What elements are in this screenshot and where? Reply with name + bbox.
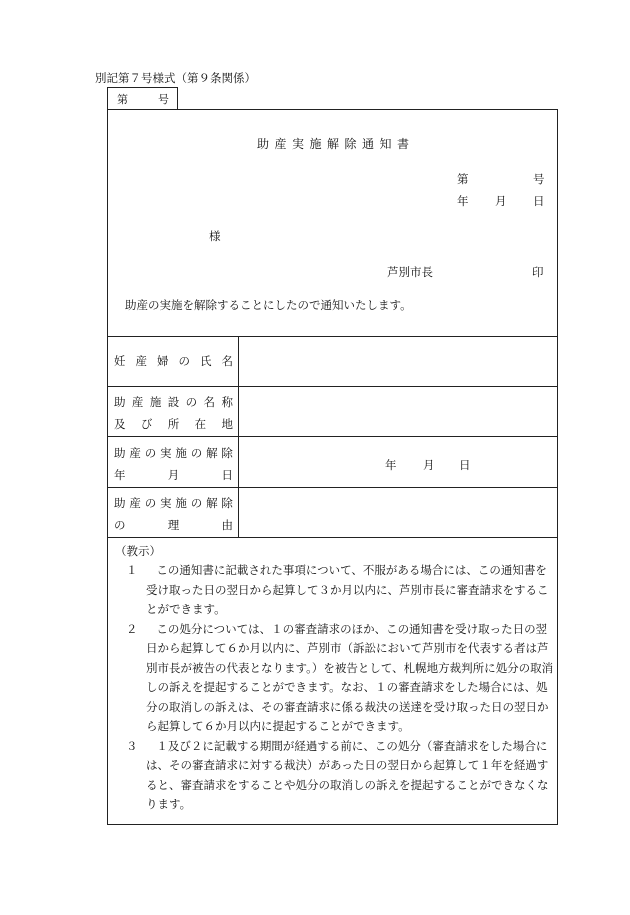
label-char: 設 [167,395,180,409]
label-char: の [190,446,203,460]
label-char: の [190,496,203,510]
label-char: 施 [149,395,162,409]
label-char: 由 [221,518,233,532]
label-char: の [185,395,198,409]
row-label-facility-line1 [114,394,233,410]
label-char: 実 [160,446,172,460]
label-char: 産 [129,446,141,460]
table-top-line [108,336,557,337]
cancel-date-tsuki: 月 [423,458,435,472]
label-char: 地 [221,417,233,431]
label-char: 妊 [114,354,126,368]
label-char: 助 [114,395,126,409]
label-char: 所 [167,417,180,431]
table-bottom-line [108,537,557,538]
instruction-text: この通知書に記載された事項について、不服がある場合には、この通知書を受け取った日の翌日から起算して３か月以内に、芦別市長に審査請求をすることができます。 [146,563,549,616]
number-box [107,87,178,109]
date-nen: 年 [457,194,469,208]
label-char: 助 [114,496,126,510]
label-char: 氏 [200,354,212,368]
label-char: び [140,417,153,431]
label-char: 産 [129,496,141,510]
label-char: 名 [203,395,216,409]
row-label-cancel-date-line1 [114,445,233,461]
number-box-go: 号 [158,93,169,106]
cancel-date-nen: 年 [385,458,397,472]
instruction-item [126,737,554,815]
label-char: の [144,446,157,460]
notice-title: 助産実施解除通知書 [257,137,415,151]
row-label-facility-line2 [114,416,233,432]
label-char: 解 [206,446,218,460]
cancel-date-hi: 日 [459,458,471,472]
label-char: 年 [114,468,126,482]
row-label-reason-line2 [114,517,233,533]
instructions-heading: （教示） [115,544,161,558]
instruction-item [126,561,554,620]
label-char: の [114,518,126,532]
label-char: 及 [114,417,126,431]
label-char: 産 [131,395,144,409]
label-char: 称 [221,395,233,409]
table-row-divider [108,386,557,387]
instruction-number: ２ [126,621,138,636]
date-tsuki: 月 [495,194,507,208]
row-label-reason-line1 [114,495,233,511]
label-char: の [144,496,157,510]
label-char: 月 [167,468,180,482]
label-char: 在 [194,417,207,431]
notice-body: 助産の実施を解除することにしたので通知いたします。 [125,298,412,312]
table-column-divider [238,337,239,537]
doc-number-go: 号 [533,172,545,186]
table-row-divider [108,487,557,488]
number-box-dai: 第 [117,93,128,106]
label-char: の [178,354,190,368]
row-label-cancel-date-line2 [114,467,233,483]
issuer: 芦別市長 [387,265,433,279]
date-hi: 日 [533,194,545,208]
label-char: 婦 [157,354,169,368]
label-char: 産 [135,354,147,368]
label-char: 施 [175,496,187,510]
row-label-ninsanpu [114,353,233,369]
instruction-number: ３ [126,738,138,753]
instruction-number: １ [126,563,138,577]
form-frame [107,109,558,825]
label-char: 理 [167,518,180,532]
label-char: 施 [175,446,187,460]
label-char: 除 [221,446,233,460]
doc-number-dai: 第 [457,172,469,186]
instruction-item [126,620,554,737]
table-row-divider [108,436,557,437]
instruction-text: この処分については、１の審査請求のほか、この通知書を受け取った日の翌日から起算して６か月以内に、芦別市（訴訟において芦別市を代表する者は芦別市長が被告の代表となります。）を被告として、札幌地方裁判所に処分の取消しの訴えを提起することができます。なお、１の審査請求をした場合には、処分の取消しの訴えは、その審査請求に係る裁決の送達を受け取った日の翌日から起算して６か月以内に提起することができます。 [146,621,554,733]
label-char: 除 [221,496,233,510]
addressee-sama: 様 [209,229,221,243]
seal-mark: 印 [532,265,544,279]
form-title: 別記第７号様式（第９条関係） [95,71,256,85]
label-char: 助 [114,446,126,460]
label-char: 解 [206,496,218,510]
label-char: 日 [221,468,233,482]
label-char: 名 [221,354,233,368]
instructions-list [126,561,554,815]
instruction-text: １及び２に記載する期間が経過する前に、この処分（審査請求をした場合には、その審査請求に対する裁決）があった日の翌日から起算して１年を経過すると、審査請求をすることや処分の取消しの訴えを提起することができなくなります。 [146,738,549,811]
label-char: 実 [160,496,172,510]
